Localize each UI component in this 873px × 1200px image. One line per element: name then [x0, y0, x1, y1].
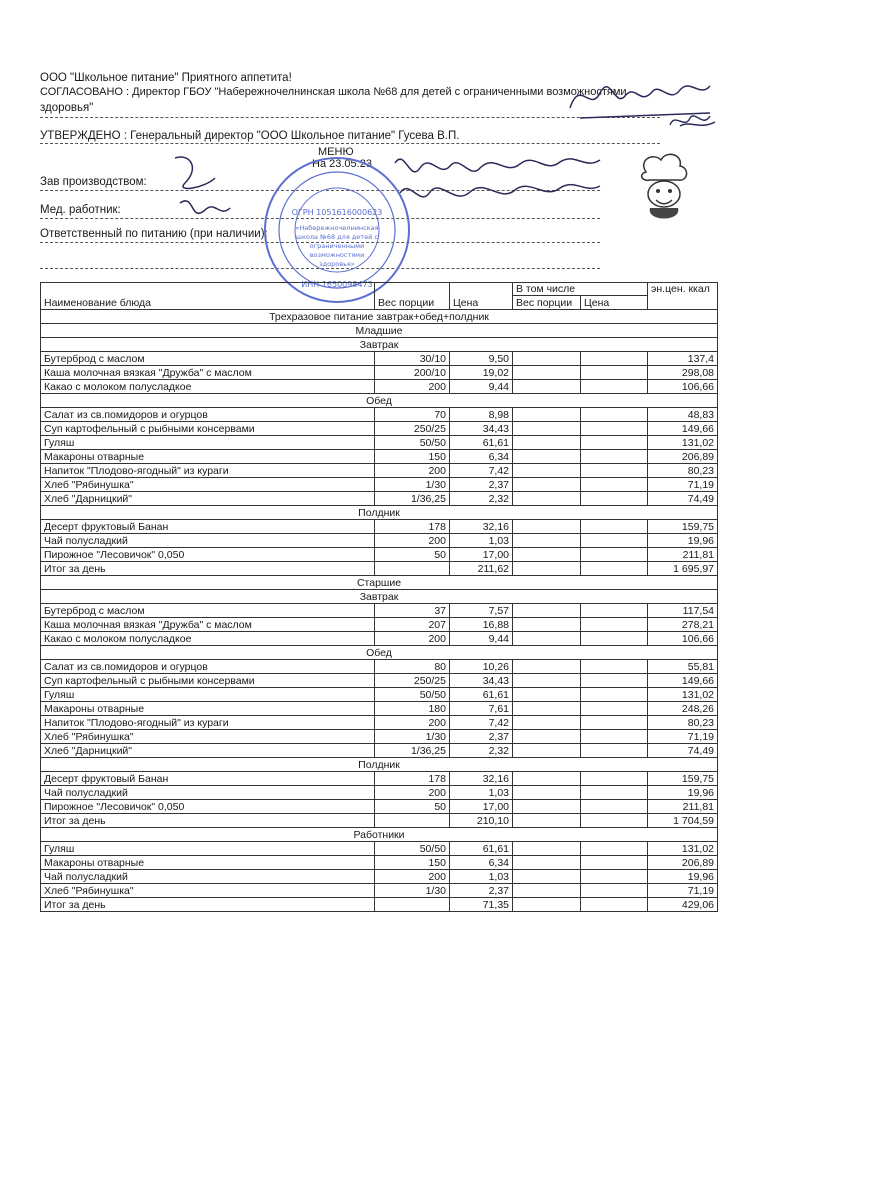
dish-name: Гуляш — [41, 842, 375, 856]
org-line: ООО "Школьное питание" Приятного аппетита! — [40, 72, 292, 84]
sub-portion — [513, 674, 581, 688]
approved-line: УТВЕРЖДЕНО : Генеральный директор "ООО Школьное питание" Гусева В.П. — [40, 130, 460, 142]
portion-weight: 150 — [375, 856, 450, 870]
section-label: Завтрак — [41, 338, 718, 352]
sub-price — [581, 870, 648, 884]
price: 2,37 — [450, 730, 513, 744]
sub-price — [581, 478, 648, 492]
energy-kcal: 131,02 — [648, 436, 718, 450]
sub-price — [581, 632, 648, 646]
portion-weight: 200 — [375, 870, 450, 884]
energy-kcal: 80,23 — [648, 464, 718, 478]
price: 19,02 — [450, 366, 513, 380]
dish-name: Десерт фруктовый Банан — [41, 772, 375, 786]
portion-weight: 1/30 — [375, 884, 450, 898]
sub-portion — [513, 842, 581, 856]
dish-row — [41, 884, 718, 898]
price: 6,34 — [450, 450, 513, 464]
section-label: Полдник — [41, 758, 718, 772]
dish-row — [41, 520, 718, 534]
price: 2,32 — [450, 744, 513, 758]
sub-price — [581, 534, 648, 548]
menu-title: МЕНЮ — [318, 146, 354, 158]
dish-name: Напиток "Плодово-ягодный" из кураги — [41, 464, 375, 478]
sub-portion — [513, 716, 581, 730]
chef-logo-icon — [628, 150, 698, 230]
sub-price — [581, 856, 648, 870]
dish-name: Макароны отварные — [41, 702, 375, 716]
dish-row — [41, 744, 718, 758]
energy-kcal: 248,26 — [648, 702, 718, 716]
dish-row — [41, 674, 718, 688]
sub-portion — [513, 520, 581, 534]
sub-price — [581, 744, 648, 758]
dish-name: Гуляш — [41, 436, 375, 450]
sub-price — [581, 674, 648, 688]
stamp-inn: ИНН 1650098473 — [301, 280, 373, 289]
dish-name: Пирожное "Лесовичок" 0,050 — [41, 800, 375, 814]
price: 32,16 — [450, 772, 513, 786]
dish-row — [41, 800, 718, 814]
sub-price — [581, 520, 648, 534]
price: 2,32 — [450, 492, 513, 506]
dish-row — [41, 870, 718, 884]
price: 1,03 — [450, 786, 513, 800]
sub-price — [581, 842, 648, 856]
col-sub-price-header: Цена — [581, 296, 648, 310]
price: 6,34 — [450, 856, 513, 870]
dish-name: Чай полусладкий — [41, 870, 375, 884]
sub-price — [581, 800, 648, 814]
sub-portion — [513, 660, 581, 674]
col-price-header: Цена — [450, 283, 513, 310]
sub-portion — [513, 814, 581, 828]
sub-price — [581, 618, 648, 632]
portion-weight: 150 — [375, 450, 450, 464]
energy-kcal: 298,08 — [648, 366, 718, 380]
price: 8,98 — [450, 408, 513, 422]
sub-price — [581, 548, 648, 562]
portion-weight: 70 — [375, 408, 450, 422]
sub-portion — [513, 870, 581, 884]
dish-row — [41, 352, 718, 366]
sub-portion — [513, 604, 581, 618]
sub-portion — [513, 702, 581, 716]
portion-weight — [375, 898, 450, 912]
energy-kcal: 1 695,97 — [648, 562, 718, 576]
energy-kcal: 149,66 — [648, 674, 718, 688]
portion-weight: 207 — [375, 618, 450, 632]
agreed-line: СОГЛАСОВАНО : Директор ГБОУ "Набережночелнинская школа №68 для детей с ограниченными возможностями — [40, 86, 627, 98]
sub-price — [581, 884, 648, 898]
dish-row — [41, 730, 718, 744]
dish-name: Каша молочная вязкая "Дружба" с маслом — [41, 618, 375, 632]
portion-weight — [375, 814, 450, 828]
price: 34,43 — [450, 422, 513, 436]
portion-weight: 80 — [375, 660, 450, 674]
dish-row — [41, 366, 718, 380]
energy-kcal: 206,89 — [648, 856, 718, 870]
section-label: Старшие — [41, 576, 718, 590]
portion-weight: 1/30 — [375, 478, 450, 492]
approved-rule — [40, 143, 660, 144]
dish-row — [41, 842, 718, 856]
dish-name: Итог за день — [41, 814, 375, 828]
sub-price — [581, 436, 648, 450]
dish-name: Хлеб "Рябинушка" — [41, 730, 375, 744]
sub-portion — [513, 478, 581, 492]
dish-name: Макароны отварные — [41, 856, 375, 870]
sub-portion — [513, 856, 581, 870]
sub-portion — [513, 688, 581, 702]
dish-name: Чай полусладкий — [41, 786, 375, 800]
dish-row — [41, 464, 718, 478]
total-row — [41, 814, 718, 828]
dish-row — [41, 478, 718, 492]
col-portion-header: Вес порции — [375, 283, 450, 310]
energy-kcal: 71,19 — [648, 884, 718, 898]
dish-row — [41, 450, 718, 464]
price: 9,44 — [450, 632, 513, 646]
portion-weight: 1/36,25 — [375, 492, 450, 506]
energy-kcal: 71,19 — [648, 478, 718, 492]
sub-price — [581, 814, 648, 828]
portion-weight: 250/25 — [375, 422, 450, 436]
energy-kcal: 106,66 — [648, 380, 718, 394]
section-label: Завтрак — [41, 590, 718, 604]
production-label: Зав производством: — [40, 176, 147, 188]
dish-name: Хлеб "Дарницкий" — [41, 492, 375, 506]
menu-date: На 23.05.23 — [312, 158, 372, 170]
sub-portion — [513, 562, 581, 576]
sub-portion — [513, 464, 581, 478]
portion-weight: 200 — [375, 716, 450, 730]
dish-name: Итог за день — [41, 898, 375, 912]
dish-row — [41, 660, 718, 674]
section-row — [41, 506, 718, 520]
energy-kcal: 278,21 — [648, 618, 718, 632]
dish-name: Пирожное "Лесовичок" 0,050 — [41, 548, 375, 562]
sub-portion — [513, 450, 581, 464]
portion-weight: 1/36,25 — [375, 744, 450, 758]
energy-kcal: 211,81 — [648, 548, 718, 562]
portion-weight: 178 — [375, 520, 450, 534]
dish-name: Итог за день — [41, 562, 375, 576]
sub-price — [581, 660, 648, 674]
dish-name: Десерт фруктовый Банан — [41, 520, 375, 534]
price: 17,00 — [450, 800, 513, 814]
price: 71,35 — [450, 898, 513, 912]
dish-row — [41, 534, 718, 548]
section-row — [41, 590, 718, 604]
agreed-line-cont: здоровья" — [40, 102, 94, 114]
dish-row — [41, 436, 718, 450]
price: 7,42 — [450, 716, 513, 730]
section-row — [41, 646, 718, 660]
dish-name: Макароны отварные — [41, 450, 375, 464]
stamp-inner-2: школа №68 для детей с — [296, 233, 378, 241]
sub-portion — [513, 436, 581, 450]
sub-portion — [513, 884, 581, 898]
dish-name: Салат из св.помидоров и огурцов — [41, 660, 375, 674]
price: 1,03 — [450, 870, 513, 884]
section-label: Работники — [41, 828, 718, 842]
section-row — [41, 394, 718, 408]
col-including-header: В том числе — [513, 283, 648, 296]
dish-row — [41, 604, 718, 618]
portion-weight: 50 — [375, 548, 450, 562]
price: 2,37 — [450, 884, 513, 898]
sub-portion — [513, 786, 581, 800]
sub-portion — [513, 618, 581, 632]
col-name-header: Наименование блюда — [41, 283, 375, 310]
sub-portion — [513, 898, 581, 912]
sub-price — [581, 772, 648, 786]
energy-kcal: 55,81 — [648, 660, 718, 674]
energy-kcal: 74,49 — [648, 492, 718, 506]
energy-kcal: 137,4 — [648, 352, 718, 366]
energy-kcal: 19,96 — [648, 786, 718, 800]
sub-price — [581, 422, 648, 436]
dish-row — [41, 380, 718, 394]
section-label: Обед — [41, 394, 718, 408]
section-row — [41, 576, 718, 590]
energy-kcal: 131,02 — [648, 688, 718, 702]
stamp-inner-5: здоровья» — [319, 260, 355, 268]
dish-row — [41, 548, 718, 562]
dish-name: Бутерброд с маслом — [41, 604, 375, 618]
dish-name: Гуляш — [41, 688, 375, 702]
sub-price — [581, 408, 648, 422]
energy-kcal: 19,96 — [648, 870, 718, 884]
dish-name: Какао с молоком полусладкое — [41, 632, 375, 646]
energy-kcal: 149,66 — [648, 422, 718, 436]
portion-weight: 250/25 — [375, 674, 450, 688]
sub-portion — [513, 772, 581, 786]
section-row — [41, 310, 718, 324]
portion-weight: 200 — [375, 786, 450, 800]
energy-kcal: 48,83 — [648, 408, 718, 422]
energy-kcal: 74,49 — [648, 744, 718, 758]
dish-row — [41, 786, 718, 800]
col-energy-header: эн.цен. ккал — [648, 283, 718, 310]
energy-kcal: 106,66 — [648, 632, 718, 646]
energy-kcal: 19,96 — [648, 534, 718, 548]
section-label: Полдник — [41, 506, 718, 520]
energy-kcal: 117,54 — [648, 604, 718, 618]
sub-portion — [513, 492, 581, 506]
header-row-1 — [41, 283, 718, 296]
price: 9,44 — [450, 380, 513, 394]
dish-name: Суп картофельный с рыбными консервами — [41, 674, 375, 688]
price: 10,26 — [450, 660, 513, 674]
price: 211,62 — [450, 562, 513, 576]
dish-row — [41, 422, 718, 436]
dish-row — [41, 688, 718, 702]
menu-table — [40, 282, 718, 912]
sub-portion — [513, 730, 581, 744]
portion-weight: 200 — [375, 464, 450, 478]
portion-weight: 200 — [375, 534, 450, 548]
section-row — [41, 758, 718, 772]
dish-row — [41, 716, 718, 730]
dish-name: Каша молочная вязкая "Дружба" с маслом — [41, 366, 375, 380]
dish-name: Бутерброд с маслом — [41, 352, 375, 366]
sub-price — [581, 352, 648, 366]
sub-price — [581, 898, 648, 912]
sub-portion — [513, 422, 581, 436]
energy-kcal: 80,23 — [648, 716, 718, 730]
price: 7,42 — [450, 464, 513, 478]
dish-row — [41, 618, 718, 632]
sub-price — [581, 464, 648, 478]
section-label: Младшие — [41, 324, 718, 338]
energy-kcal: 211,81 — [648, 800, 718, 814]
sub-portion — [513, 548, 581, 562]
portion-weight: 200 — [375, 632, 450, 646]
sub-portion — [513, 534, 581, 548]
price: 7,61 — [450, 702, 513, 716]
price: 34,43 — [450, 674, 513, 688]
dish-row — [41, 632, 718, 646]
energy-kcal: 429,06 — [648, 898, 718, 912]
sub-portion — [513, 800, 581, 814]
price: 61,61 — [450, 842, 513, 856]
medic-label: Мед. работник: — [40, 204, 121, 216]
portion-weight: 50/50 — [375, 436, 450, 450]
sub-portion — [513, 408, 581, 422]
stamp-inner-4: возможностями — [309, 251, 365, 259]
dish-name: Хлеб "Дарницкий" — [41, 744, 375, 758]
portion-weight — [375, 562, 450, 576]
sub-price — [581, 702, 648, 716]
portion-weight: 1/30 — [375, 730, 450, 744]
dish-name: Хлеб "Рябинушка" — [41, 884, 375, 898]
dish-name: Чай полусладкий — [41, 534, 375, 548]
total-row — [41, 562, 718, 576]
dish-name: Хлеб "Рябинушка" — [41, 478, 375, 492]
dish-name: Какао с молоком полусладкое — [41, 380, 375, 394]
sub-price — [581, 450, 648, 464]
portion-weight: 30/10 — [375, 352, 450, 366]
sub-price — [581, 366, 648, 380]
sub-price — [581, 730, 648, 744]
sub-price — [581, 716, 648, 730]
portion-weight: 200 — [375, 380, 450, 394]
price: 2,37 — [450, 478, 513, 492]
energy-kcal: 159,75 — [648, 520, 718, 534]
dish-row — [41, 408, 718, 422]
section-row — [41, 324, 718, 338]
responsible-label: Ответственный по питанию (при наличии): — [40, 228, 268, 240]
dish-row — [41, 492, 718, 506]
price: 9,50 — [450, 352, 513, 366]
energy-kcal: 206,89 — [648, 450, 718, 464]
section-row — [41, 828, 718, 842]
section-label: Обед — [41, 646, 718, 660]
sub-price — [581, 562, 648, 576]
dish-name: Салат из св.помидоров и огурцов — [41, 408, 375, 422]
portion-weight: 37 — [375, 604, 450, 618]
dish-name: Напиток "Плодово-ягодный" из кураги — [41, 716, 375, 730]
energy-kcal: 159,75 — [648, 772, 718, 786]
price: 17,00 — [450, 548, 513, 562]
portion-weight: 200/10 — [375, 366, 450, 380]
portion-weight: 50 — [375, 800, 450, 814]
sub-portion — [513, 744, 581, 758]
price: 61,61 — [450, 436, 513, 450]
sub-price — [581, 688, 648, 702]
stamp-inner-1: «Набережночелнинская — [295, 224, 379, 232]
section-label: Трехразовое питание завтрак+обед+полдник — [41, 310, 718, 324]
sub-portion — [513, 352, 581, 366]
energy-kcal: 1 704,59 — [648, 814, 718, 828]
total-row — [41, 898, 718, 912]
stamp-ogrn: ОГРН 1051616000623 — [291, 208, 383, 217]
sub-portion — [513, 380, 581, 394]
sub-price — [581, 380, 648, 394]
col-sub-portion-header: Вес порции — [513, 296, 581, 310]
price: 32,16 — [450, 520, 513, 534]
portion-weight: 50/50 — [375, 688, 450, 702]
portion-weight: 50/50 — [375, 842, 450, 856]
signature-medic — [160, 148, 240, 233]
sub-portion — [513, 366, 581, 380]
price: 1,03 — [450, 534, 513, 548]
signature-production — [385, 148, 615, 220]
price: 61,61 — [450, 688, 513, 702]
dish-row — [41, 702, 718, 716]
sub-price — [581, 786, 648, 800]
price: 7,57 — [450, 604, 513, 618]
price: 16,88 — [450, 618, 513, 632]
sub-price — [581, 492, 648, 506]
portion-weight: 180 — [375, 702, 450, 716]
price: 210,10 — [450, 814, 513, 828]
portion-weight: 178 — [375, 772, 450, 786]
dish-row — [41, 856, 718, 870]
energy-kcal: 131,02 — [648, 842, 718, 856]
dish-name: Суп картофельный с рыбными консервами — [41, 422, 375, 436]
signature-approved — [665, 110, 715, 132]
stamp-inner-3: ограниченными — [309, 242, 365, 250]
sub-price — [581, 604, 648, 618]
sub-portion — [513, 632, 581, 646]
dish-row — [41, 772, 718, 786]
energy-kcal: 71,19 — [648, 730, 718, 744]
section-row — [41, 338, 718, 352]
